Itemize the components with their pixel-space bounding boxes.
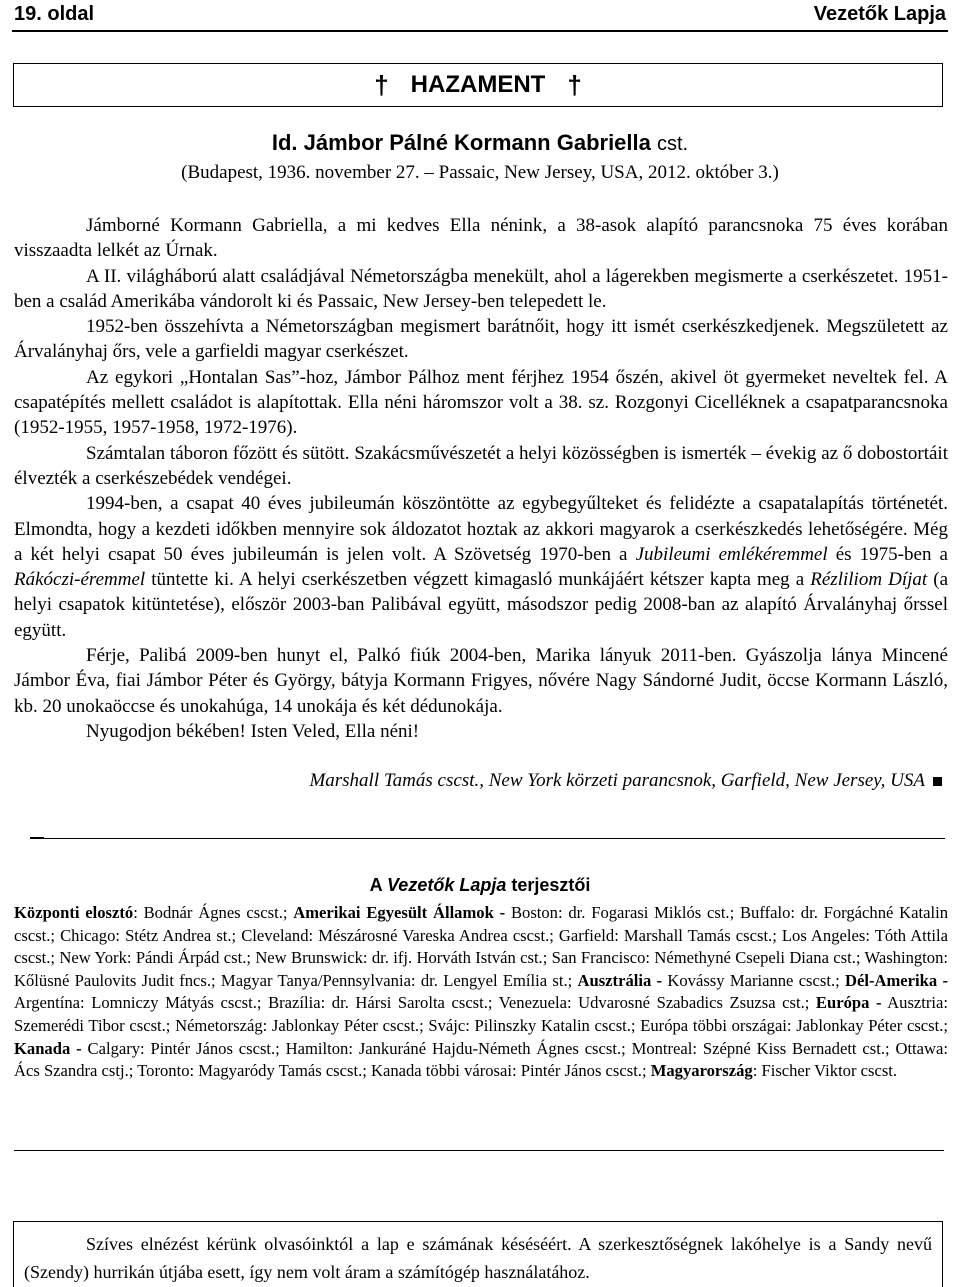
divider-accent	[30, 837, 44, 839]
paragraph: Férje, Palibá 2009-ben hunyt el, Palkó fiúk 2004-ben, Marika lányuk 2011-ben. Gyászolja lánya Mincené Jámbor Éva, fiai Jámbor Péter és György, bátyja Kormann Frigyes, nővére Nagy Sándorné Judit, öccse Kormann László, kb. 20 unokaöccse és unokahúga, 14 unokája és két dédunokája.	[14, 645, 948, 717]
paragraph-farewell: Nyugodjon békében! Isten Veled, Ella néni!	[86, 720, 420, 742]
paragraph: Az egykori „Hontalan Sas”-hoz, Jámbor Pálhoz ment férjhez 1954 őszén, akivel öt gyermeket neveltek fel. A csapatépítés mellett családot is alapítottak. Ella néni háromszor volt a 38. sz. Rozgonyi Cicelléknek a csapatparancsnoka (1952-1955, 1957-1958, 1972-1976).	[14, 366, 948, 439]
award-name: Jubileumi emlékéremmel	[635, 543, 828, 565]
obituary-title: HAZAMENT	[410, 71, 546, 98]
cross-icon: †	[567, 69, 582, 100]
region-label: Központi elosztó	[14, 903, 134, 922]
region-entries: Argentína: Lomniczy Mátyás cscst.; Brazília: dr. Hársi Sarolta cscst.; Venezuela: Udvarosné Szabadics Zsuzsa cst.;	[14, 993, 816, 1013]
page-header	[14, 0, 946, 28]
text-run: tüntette ki. A helyi cserkészetben végzett kimagasló munkájáért kétszer kapta meg a	[145, 569, 811, 591]
award-name: Rézliliom Díjat	[810, 569, 928, 591]
heading-text: terjesztői	[506, 875, 591, 895]
header-rule	[12, 30, 948, 32]
heading-text: A	[369, 875, 387, 895]
apology-notice-box	[13, 1221, 943, 1287]
region-entries: Kovássy Marianne cscst.;	[662, 970, 846, 990]
region-entries: Calgary: Pintér János cscst.; Hamilton: Jankuráné Hajdu-Németh Ágnes cscst.; Montreal: Szépné Kiss Bernadett cst.; Ottawa: Ács Szandra cstj.; Toronto: Magyaródy Tamás cscst.; Kanada többi városai: Pintér János cscst.;	[14, 1038, 948, 1081]
life-dates: (Budapest, 1936. november 27. – Passaic, New Jersey, USA, 2012. október 3.)	[181, 162, 779, 183]
region-label: Kanada -	[14, 1038, 82, 1058]
region-entries: Ausztria: Szemerédi Tibor cscst.; Németország: Jablonkay Péter cscst.; Svájc: Pilinszky Katalin cscst.; Európa többi országai: Jablonkay Péter cscst.;	[14, 993, 948, 1035]
distributors-list	[14, 902, 948, 1083]
region-label: Magyarország	[650, 1061, 753, 1081]
signature-text: Marshall Tamás cscst., New York körzeti parancsnok, Garfield, New Jersey, USA	[309, 770, 925, 791]
deceased-name-text: Id. Jámbor Pálné Kormann Gabriella	[271, 130, 651, 155]
paragraph: 1952-ben összehívta a Németországban megismert barátnőit, hogy itt ismét cserkészkedjenek. Megszületett az Árvalányhaj őrs, vele a garfieldi magyar cserkészet.	[14, 316, 948, 363]
end-mark-icon	[933, 777, 942, 786]
heading-publication: Vezetők Lapja	[386, 875, 507, 895]
distributors-heading	[0, 875, 960, 896]
region-label: Ausztrália -	[577, 970, 663, 990]
section-divider	[14, 1150, 944, 1151]
paragraph: Számtalan táboron főzött és sütött. Szakácsművészetét a helyi közösségben is ismerték – évekig az ő dobostortáit élvezték a cserkészebédek vendégei.	[14, 442, 948, 489]
paragraph-awards	[14, 491, 948, 643]
region-entries: Boston: dr. Fogarasi Miklós cst.; Buffalo: dr. Forgáchné Katalin cscst.; Chicago: Stétz Andrea st.; Cleveland: Mészárosné Vareska Andrea cscst.; Garfield: Marshall Tamás cscst.; Los Angeles: Tóth Attila cscst.; New York: Pándi Árpád cst.; New Brunswick: dr. ifj. Horváth István cst.; San Francisco: Némethyné Csepeli Diana cst.; Washington: Kőlüsné Paulovits Judit fncs.; Magyar Tanya/Pennsylvania: dr. Lengyel Emília st.;	[14, 903, 949, 990]
deceased-rank: cst.	[657, 133, 689, 155]
text-run: (a helyi csapatok kitüntetése), először 2003-ban Palibával együtt, másodszor pedig 2008-ban az alapító Árvalányhaj őrssel együtt.	[14, 569, 949, 641]
region-label: Dél-Amerika -	[845, 970, 948, 990]
region-label: Amerikai Egyesült Államok -	[293, 903, 506, 922]
text-run: és 1975-ben a	[827, 543, 948, 565]
deceased-name	[0, 130, 960, 156]
cross-icon: †	[374, 69, 389, 100]
award-name: Rákóczi-éremmel	[14, 569, 146, 591]
region-entries: : Bodnár Ágnes cscst.;	[133, 903, 294, 922]
publication-name: Vezetők Lapja	[813, 2, 946, 25]
region-label: Európa -	[815, 993, 882, 1013]
paragraph: Jámborné Kormann Gabriella, a mi kedves Ella nénink, a 38-asok alapító parancsnoka 75 éves korában visszaadta lelkét az Úrnak.	[14, 215, 948, 262]
author-signature	[309, 770, 942, 792]
region-entries: : Fischer Viktor cscst.	[752, 1061, 898, 1081]
obituary-body	[14, 213, 948, 744]
text-run: 1994-ben, a csapat 40 éves jubileumán köszöntötte az egybegyűlteket és felidézte a csapatalapítás történetét. Elmondta, hogy a kezdeti időkben mennyire sok áldozatot hoztak az akkori magyarok a cserkészkedés lehetőségére. Még a két helyi csapat 50 éves jubileumán is jelen volt. A Szövetség 1970-ben a	[14, 493, 948, 565]
section-divider	[30, 838, 945, 839]
distributors-paragraph	[14, 902, 948, 1083]
page-number: 19. oldal	[14, 2, 95, 25]
apology-notice: Szíves elnézést kérünk olvasóinktól a lap e számának késéséért. A szerkesztőségnek lakóhelye is a Sandy nevű (Szendy) hurrikán útjába esett, így nem volt áram a számítógép használatához.	[24, 1234, 932, 1282]
obituary-title-box	[13, 63, 943, 107]
paragraph: A II. világháború alatt családjával Németországba menekült, ahol a lágerekben megismerte a cserkészetet. 1951-ben a család Amerikába vándorolt ki és Passaic, New Jersey-ben telepedett le.	[14, 265, 948, 312]
